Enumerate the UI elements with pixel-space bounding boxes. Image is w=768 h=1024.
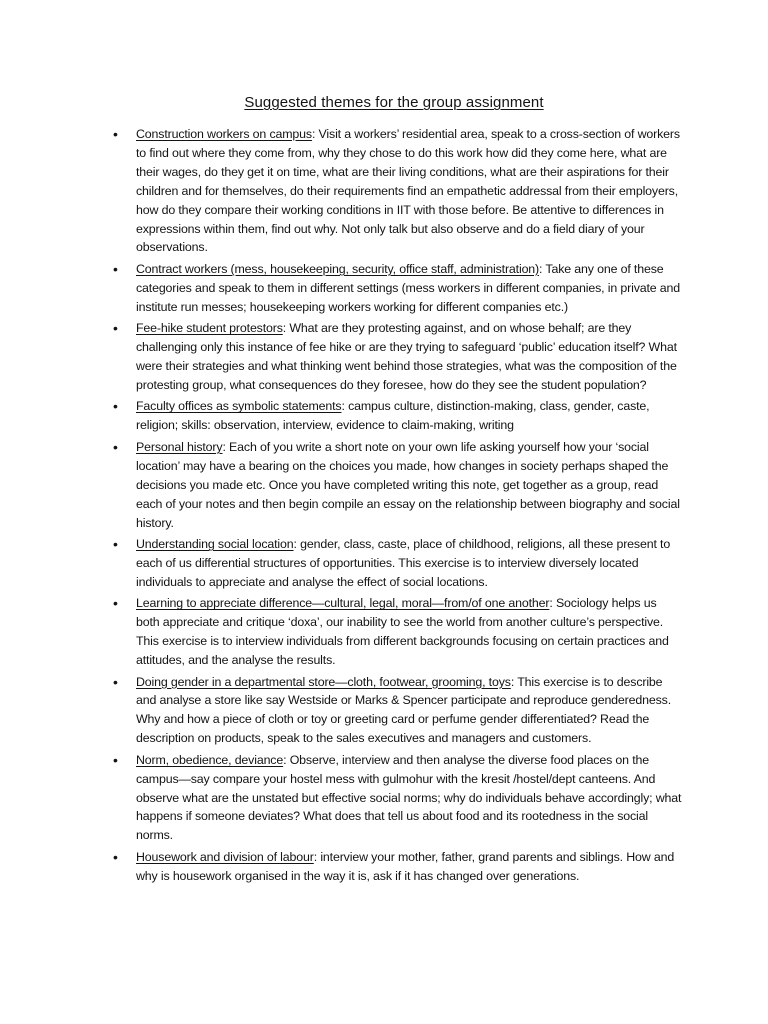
list-item-norm-deviance	[0, 751, 768, 846]
theme-separator: :	[510, 674, 518, 689]
list-item-faculty-offices	[0, 397, 768, 435]
list-item-housework	[0, 848, 768, 886]
bullet-icon: •	[113, 320, 118, 337]
list-item-social-location	[0, 535, 768, 592]
theme-list	[0, 125, 768, 888]
theme-heading: Construction workers on campus	[136, 127, 312, 141]
theme-text: Take any one of these categories and speak to them in different settings (mess workers in different companies, in private and institute run messes; housekeeping workers working for different companies etc.)	[136, 261, 681, 314]
theme-text: Sociology helps us both appreciate and critique ‘doxa’, our inability to see the world from another culture’s perspective. This exercise is to interview individuals from different backgrounds focusing on certain practices and attitudes, and the analyse the results.	[136, 596, 669, 668]
theme-heading: Faculty offices as symbolic statements	[136, 399, 342, 414]
list-item-appreciate-difference	[0, 594, 768, 670]
theme-text: What are they protesting against, and on whose behalf; are they challenging only this instance of fee hike or are they trying to safeguard ‘public’ education itself? What were their strategies and what thinking went behind those strategies, what was the composition of the protesting group, what consequences do they foresee, how do they see the student population?	[136, 321, 677, 392]
theme-text: This exercise is to describe and analyse a store like say Westside or Marks & Spencer participate and reproduce genderedness. Why and how a piece of cloth or toy or greeting card or perfume gender differentiated? Read the description on products, speak to the sales executives and managers and customers.	[136, 674, 671, 746]
list-item-contract-workers	[0, 260, 768, 317]
list-item-construction-workers	[0, 125, 768, 257]
theme-separator: :	[283, 752, 290, 767]
bullet-icon: •	[113, 438, 118, 455]
bullet-icon: •	[113, 673, 118, 690]
theme-separator: :	[282, 321, 290, 336]
theme-text: Visit a workers’ residential area, speak to a cross-section of workers to find out where they come from, why they chose to do this work how did they come here, what are their wages, do they get it on time, what are their living conditions, what are their aspirations for their children and for themselves, do their requirements find an empathetic addressal from their employers, how do they compare their working conditions in IIT with those before. Be attentive to differences in expressions within them, find out why. Not only talk but also observe and do a field diary of your observations.	[136, 127, 680, 255]
theme-separator: :	[341, 399, 349, 414]
theme-separator: :	[539, 261, 546, 276]
theme-heading: Norm, obedience, deviance	[136, 752, 284, 767]
theme-separator: :	[293, 537, 301, 551]
theme-text: interview your mother, father, grand parents and siblings. How and why is housework organised in the way it is, ask if it has changed over generations.	[136, 849, 675, 883]
theme-heading: Learning to appreciate difference—cultural, legal, moral—from/of one another	[136, 596, 550, 611]
theme-separator: :	[311, 127, 319, 141]
document-title: Suggested themes for the group assignment	[244, 94, 544, 111]
theme-separator: :	[222, 439, 230, 454]
bullet-icon: •	[113, 260, 118, 277]
theme-separator: :	[313, 849, 321, 864]
theme-text: campus culture, distinction-making, class, gender, caste, religion; skills: observation, interview, evidence to claim-making, writing	[136, 399, 650, 433]
theme-text: Each of you write a short note on your own life asking yourself how your ‘social location’ may have a bearing on the choices you made, how changes in society perhaps shaped the decisions you made etc. Once you have completed writing this note, get together as a group, read each of your notes and then begin compile an essay on the relationship between biography and social history.	[136, 439, 680, 530]
theme-text: Observe, interview and then analyse the diverse food places on the campus—say compare your hostel mess with gulmohur with the kresit /hostel/dept canteens. And observe what are the unstated but effective social norms; why do individuals behave accordingly; what happens if someone deviates? What does that tell us about food and its rootedness in the social norms.	[136, 752, 682, 843]
theme-heading: Housework and division of labour	[136, 849, 314, 864]
theme-separator: :	[549, 596, 556, 611]
list-item-personal-history	[0, 438, 768, 533]
bullet-icon: •	[113, 126, 118, 142]
bullet-icon: •	[113, 536, 118, 552]
theme-heading: Personal history	[136, 439, 223, 454]
theme-heading: Understanding social location	[136, 537, 294, 551]
bullet-icon: •	[113, 751, 118, 768]
theme-heading: Contract workers (mess, housekeeping, security, office staff, administration)	[136, 261, 540, 276]
bullet-icon: •	[113, 848, 118, 865]
theme-heading: Fee-hike student protestors	[136, 321, 283, 336]
bullet-icon: •	[113, 398, 118, 415]
theme-heading: Doing gender in a departmental store—cloth, footwear, grooming, toys	[136, 674, 511, 689]
bullet-icon: •	[113, 595, 118, 612]
list-item-fee-hike-protestors	[0, 319, 768, 395]
theme-text: gender, class, caste, place of childhood, religions, all these present to each of us differential structures of opportunities. This exercise is to interview diversely located individuals to appreciate and analyse the effect of social locations.	[136, 537, 671, 589]
list-item-doing-gender	[0, 673, 768, 749]
